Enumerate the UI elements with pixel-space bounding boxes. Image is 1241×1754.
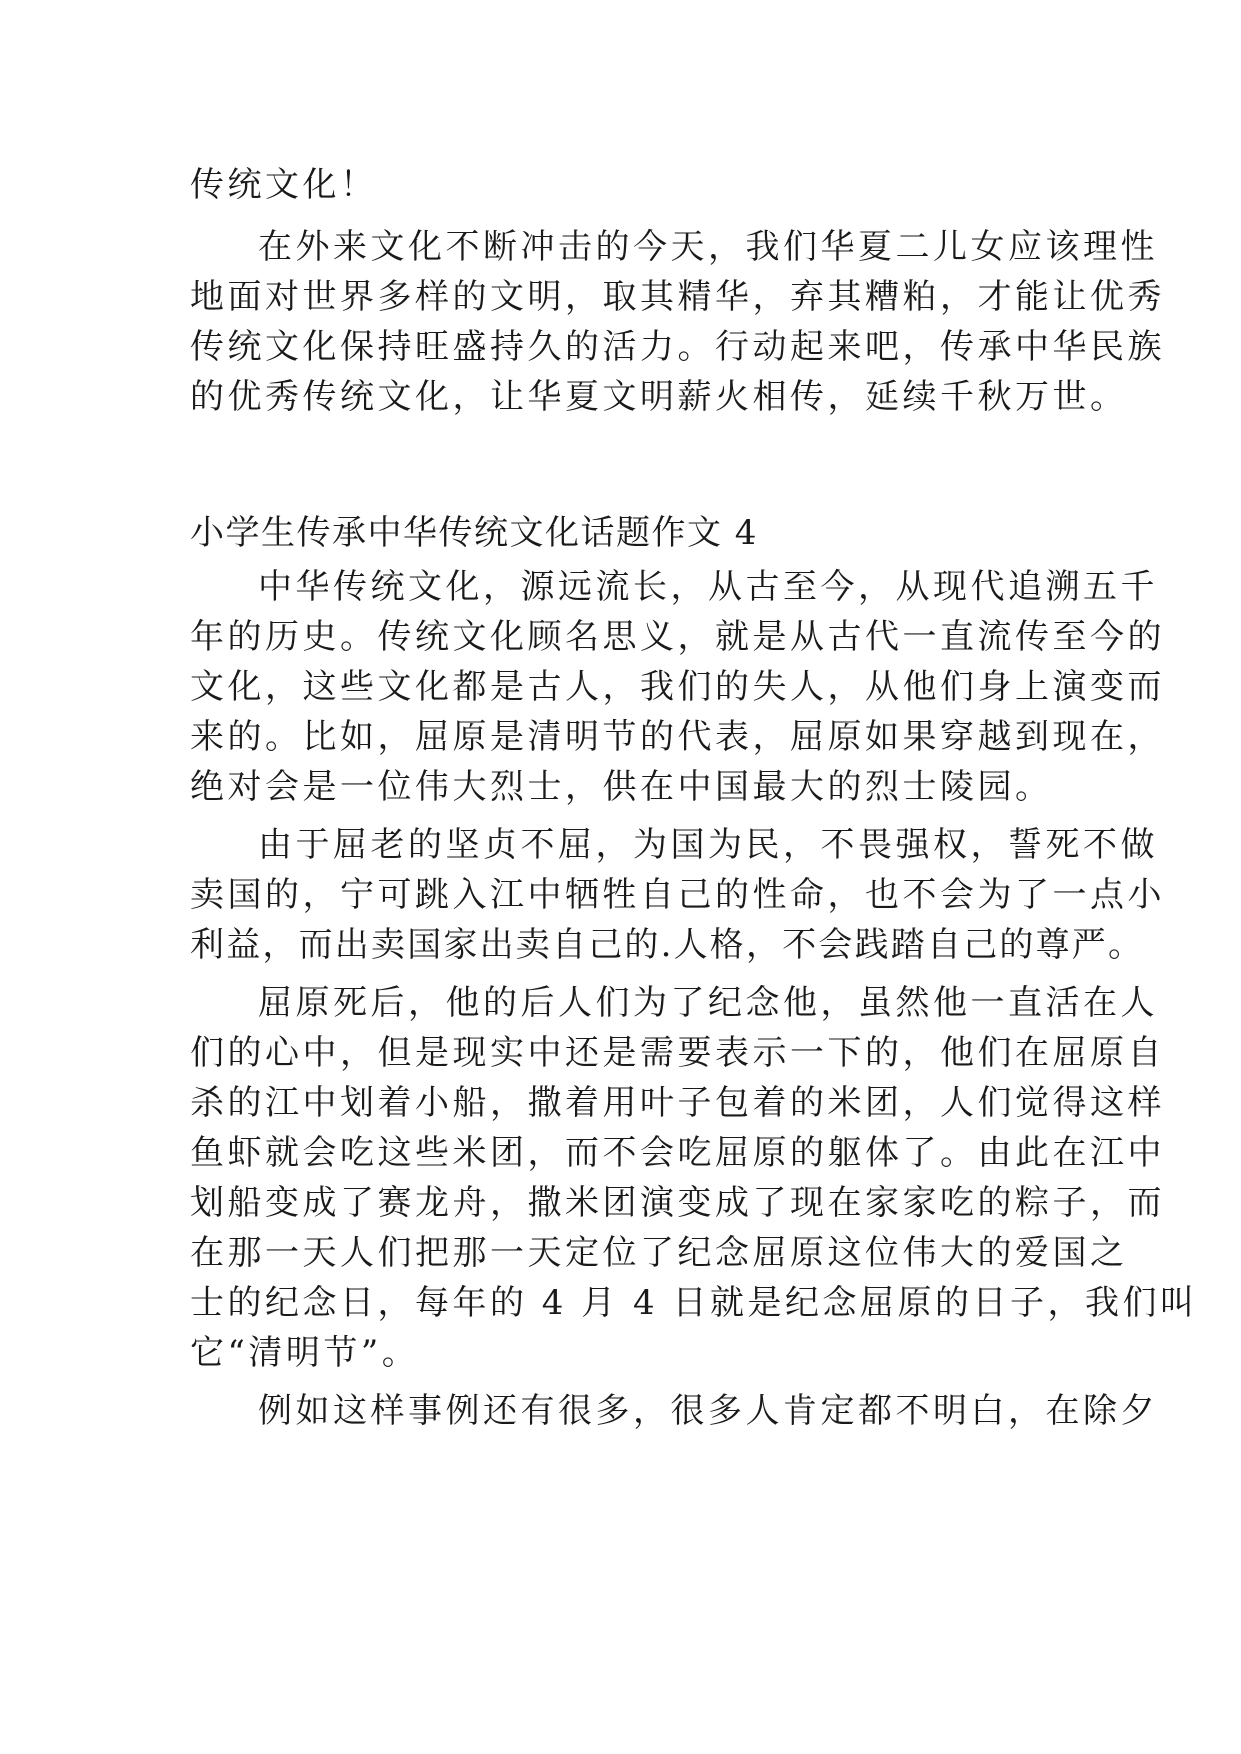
paragraph-first-line: 屈原死后，他的后人们为了纪念他，虽然他一直活在人	[258, 983, 1158, 1023]
text-line: 地面对世界多样的文明，取其精华，弃其糟粕，才能让优秀	[190, 277, 1165, 317]
text-line: 们的心中，但是现实中还是需要表示一下的，他们在屈原自	[190, 1033, 1165, 1073]
text-line: 划船变成了赛龙舟，撒米团演变成了现在家家吃的粽子，而	[190, 1183, 1165, 1223]
text-line: 鱼虾就会吃这些米团，而不会吃屈原的躯体了。由此在江中	[190, 1133, 1165, 1173]
paragraph-first-line: 例如这样事例还有很多，很多人肯定都不明白，在除夕	[258, 1391, 1158, 1431]
paragraph-first-line: 中华传统文化，源远流长，从古至今，从现代追溯五千	[258, 567, 1158, 607]
text-line: 绝对会是一位伟大烈士，供在中国最大的烈士陵园。	[190, 767, 1053, 807]
text-line: 士的纪念日，每年的 4 月 4 日就是纪念屈原的日子，我们叫	[190, 1283, 1198, 1323]
text-line: 它“清明节”。	[190, 1333, 420, 1373]
text-line: 杀的江中划着小船，撒着用叶子包着的米团，人们觉得这样	[190, 1083, 1165, 1123]
text-line: 利益，而出卖国家出卖自己的.人格，不会践踏自己的尊严。	[190, 925, 1145, 965]
paragraph-first-line: 由于屈老的坚贞不屈，为国为民，不畏强权，誓死不做	[258, 825, 1158, 865]
text-line: 卖国的，宁可跳入江中牺牲自己的性命，也不会为了一点小	[190, 875, 1165, 915]
text-line: 来的。比如，屈原是清明节的代表，屈原如果穿越到现在，	[190, 717, 1165, 757]
text-line: 文化，这些文化都是古人，我们的失人，从他们身上演变而	[190, 667, 1165, 707]
text-line: 在那一天人们把那一天定位了纪念屈原这位伟大的爱国之	[190, 1233, 1128, 1273]
paragraph-first-line: 在外来文化不断冲击的今天，我们华夏二儿女应该理性	[258, 227, 1158, 267]
section-title: 小学生传承中华传统文化话题作文 4	[190, 513, 758, 553]
text-line: 年的历史。传统文化顾名思义，就是从古代一直流传至今的	[190, 617, 1165, 657]
text-line: 的优秀传统文化，让华夏文明薪火相传，延续千秋万世。	[190, 377, 1128, 417]
text-line: 传统文化！	[190, 165, 378, 205]
text-line: 传统文化保持旺盛持久的活力。行动起来吧，传承中华民族	[190, 327, 1165, 367]
